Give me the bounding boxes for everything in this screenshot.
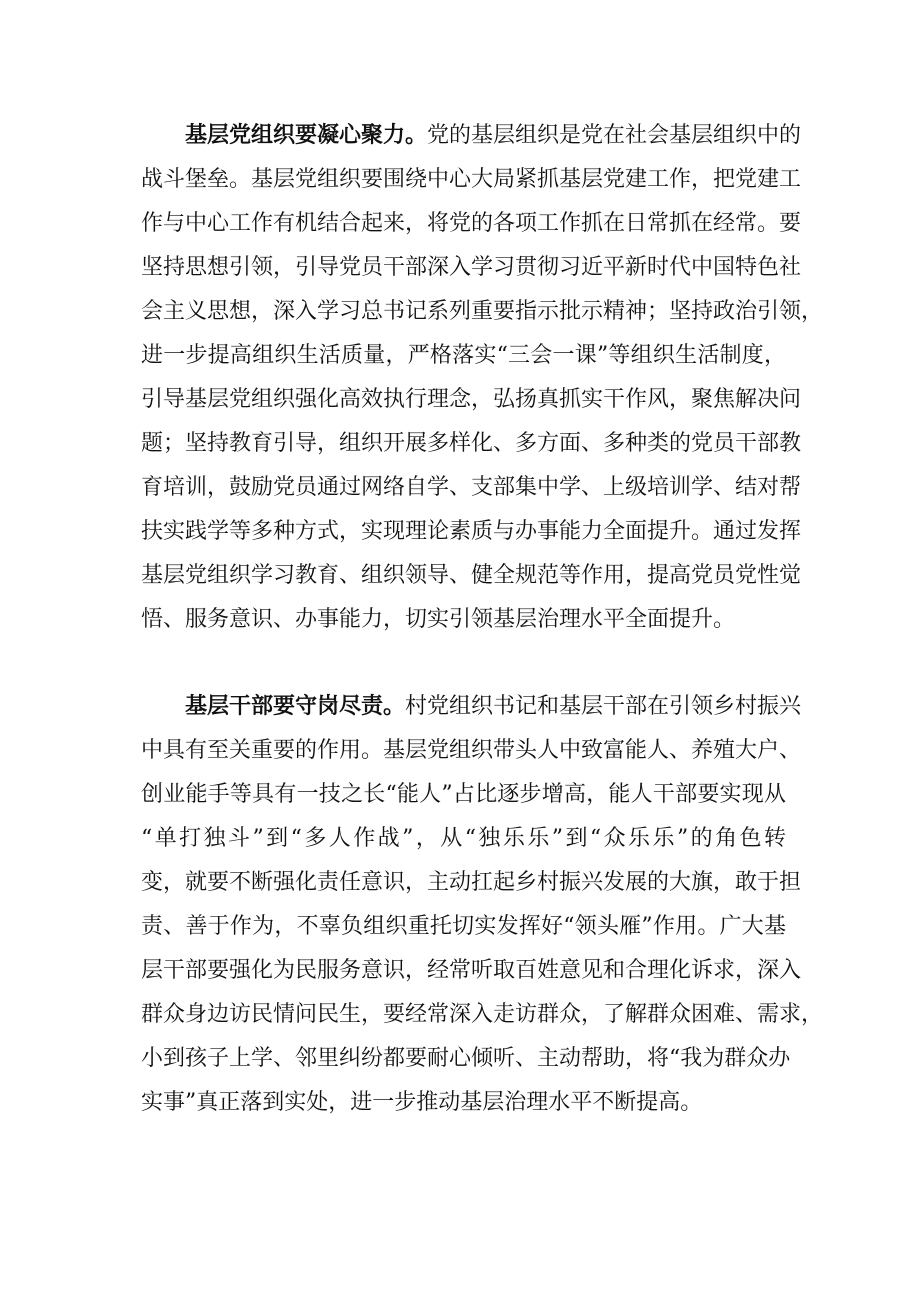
paragraph-line: 创业能手等具有一技之长“能人”占比逐步增高，能人干部要实现从 — [141, 782, 786, 807]
paragraph-line: 层干部要强化为民服务意识，经常听取百姓意见和合理化诉求，深入 — [141, 958, 802, 983]
paragraph-line: 引导基层党组织强化高效执行理念，弘扬真抓实干作风，聚焦解决问 — [141, 387, 802, 412]
paragraph-line: 育培训，鼓励党员通过网络自学、支部集中学、上级培训学、结对帮 — [141, 475, 802, 500]
paragraph-heading: 基层党组织要凝心聚力。 — [185, 123, 428, 148]
paragraph-heading: 基层干部要守岗尽责。 — [185, 694, 406, 719]
paragraph-line: 作与中心工作有机结合起来，将党的各项工作抓在日常抓在经常。要 — [141, 211, 802, 236]
paragraph-line: 基层党组织学习教育、组织领导、健全规范等作用，提高党员党性觉 — [141, 563, 802, 588]
paragraph-text: 党的基层组织是党在社会基层组织中的 — [427, 123, 802, 148]
paragraph-line: 进一步提高组织生活质量，严格落实“三会一课”等组织生活制度， — [141, 343, 786, 368]
paragraph-line: 悟、服务意识、办事能力，切实引领基层治理水平全面提升。 — [141, 607, 736, 632]
paragraph-line: 实事”真正落到实处，进一步推动基层治理水平不断提高。 — [141, 1090, 703, 1115]
paragraph-line: 责、善于作为，不辜负组织重托切实发挥好“领头雁”作用。广大基 — [141, 914, 786, 939]
paragraph-line: 会主义思想，深入学习总书记系列重要指示批示精神；坚持政治引领， — [141, 299, 824, 324]
paragraph-line — [185, 687, 802, 727]
paragraph-line — [185, 116, 802, 156]
paragraph-line: 变，就要不断强化责任意识，主动扛起乡村振兴发展的大旗，敢于担 — [141, 870, 802, 895]
paragraph-line: 战斗堡垒。基层党组织要围绕中心大局紧抓基层党建工作，把党建工 — [141, 167, 802, 192]
paragraph-text: 村党组织书记和基层干部在引领乡村振兴 — [405, 694, 802, 719]
paragraph-line: 题；坚持教育引导，组织开展多样化、多方面、多种类的党员干部教 — [141, 431, 802, 456]
paragraph-line: “单打独斗”到“多人作战”，从“独乐乐”到“众乐乐”的角色转 — [141, 826, 786, 851]
paragraph-line: 扶实践学等多种方式，实现理论素质与办事能力全面提升。通过发挥 — [141, 519, 802, 544]
paragraph-line: 坚持思想引领，引导党员干部深入学习贯彻习近平新时代中国特色社 — [141, 255, 802, 280]
paragraph-line: 群众身边访民情问民生，要经常深入走访群众，了解群众困难、需求， — [141, 1002, 824, 1027]
paragraph-line: 中具有至关重要的作用。基层党组织带头人中致富能人、养殖大户、 — [141, 738, 802, 763]
paragraph-line: 小到孩子上学、邻里纠纷都要耐心倾听、主动帮助，将“我为群众办 — [141, 1046, 791, 1071]
